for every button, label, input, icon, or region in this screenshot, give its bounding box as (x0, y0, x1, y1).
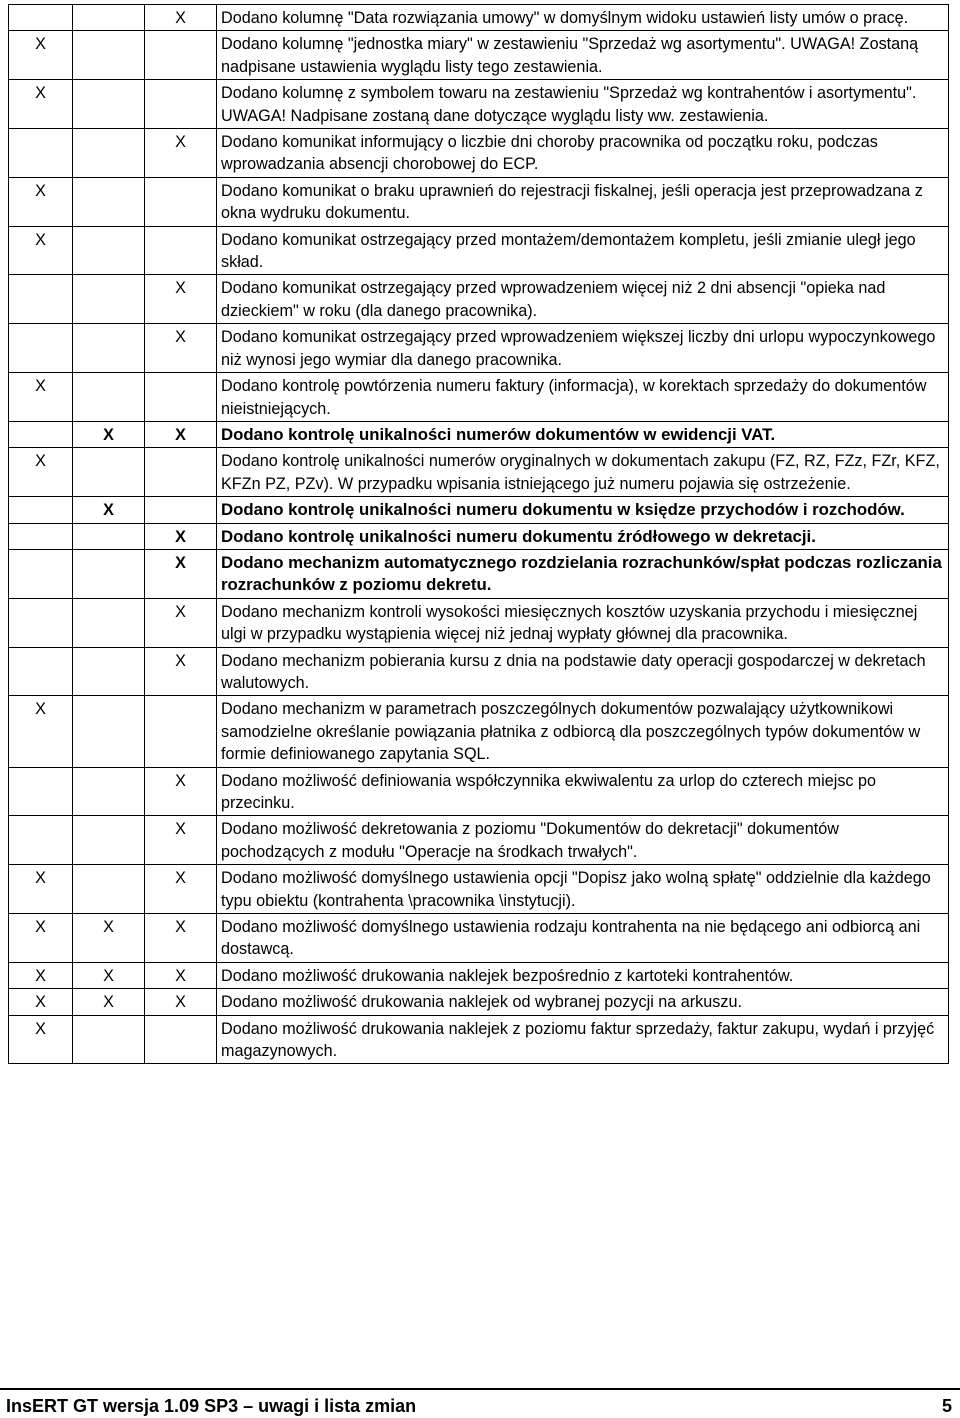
mark-cell-1: X (9, 962, 73, 988)
table-row (9, 1015, 949, 1064)
change-description: Dodano możliwość definiowania współczynnika ekwiwalentu za urlop do czterech miejsc po przecinku. (217, 767, 949, 816)
mark-cell-3: X (145, 647, 217, 696)
table-row (9, 816, 949, 865)
mark-cell-1 (9, 421, 73, 447)
mark-cell-2 (73, 448, 145, 497)
table-row (9, 373, 949, 422)
table-row (9, 865, 949, 914)
change-description: Dodano kolumnę z symbolem towaru na zestawieniu "Sprzedaż wg kontrahentów i asortymentu". UWAGA! Nadpisane zostaną dane dotyczące wyglądu listy ww. zestawienia. (217, 80, 949, 129)
changes-table (8, 4, 949, 1064)
mark-cell-2 (73, 696, 145, 767)
mark-cell-3: X (145, 816, 217, 865)
change-description: Dodano możliwość drukowania naklejek z poziomu faktur sprzedaży, faktur zakupu, wydań i przyjęć magazynowych. (217, 1015, 949, 1064)
mark-cell-1 (9, 129, 73, 178)
change-description: Dodano kontrolę unikalności numerów oryginalnych w dokumentach zakupu (FZ, RZ, FZz, FZr, KFZ, KFZn PZ, PZv). W przypadku wpisania istniejącego już numeru pojawia się ostrzeżenie. (217, 448, 949, 497)
mark-cell-3 (145, 177, 217, 226)
table-row (9, 275, 949, 324)
mark-cell-1: X (9, 989, 73, 1015)
mark-cell-2 (73, 373, 145, 422)
mark-cell-1: X (9, 226, 73, 275)
mark-cell-2 (73, 177, 145, 226)
mark-cell-1 (9, 324, 73, 373)
mark-cell-3: X (145, 421, 217, 447)
mark-cell-3 (145, 80, 217, 129)
change-description: Dodano komunikat ostrzegający przed wprowadzeniem więcej niż 2 dni absencji "opieka nad dzieckiem" w roku (dla danego pracownika). (217, 275, 949, 324)
table-row (9, 448, 949, 497)
change-description: Dodano kontrolę unikalności numerów dokumentów w ewidencji VAT. (217, 421, 949, 447)
mark-cell-3: X (145, 5, 217, 31)
table-row (9, 129, 949, 178)
change-description: Dodano możliwość domyślnego ustawienia rodzaju kontrahenta na nie będącego ani odbiorcą ani dostawcą. (217, 914, 949, 963)
table-row (9, 497, 949, 523)
mark-cell-3: X (145, 865, 217, 914)
mark-cell-3: X (145, 324, 217, 373)
table-row (9, 767, 949, 816)
mark-cell-2: X (73, 914, 145, 963)
mark-cell-1 (9, 598, 73, 647)
mark-cell-1: X (9, 914, 73, 963)
mark-cell-1: X (9, 80, 73, 129)
change-description: Dodano komunikat informujący o liczbie dni choroby pracownika od początku roku, podczas wprowadzania absencji chorobowej do ECP. (217, 129, 949, 178)
table-row (9, 647, 949, 696)
table-row (9, 696, 949, 767)
page-number: 5 (941, 1396, 952, 1416)
mark-cell-3 (145, 31, 217, 80)
mark-cell-1 (9, 497, 73, 523)
mark-cell-3: X (145, 275, 217, 324)
mark-cell-2 (73, 275, 145, 324)
mark-cell-3 (145, 497, 217, 523)
mark-cell-1 (9, 549, 73, 598)
change-description: Dodano możliwość drukowania naklejek od wybranej pozycji na arkuszu. (217, 989, 949, 1015)
change-description: Dodano mechanizm pobierania kursu z dnia na podstawie daty operacji gospodarczej w dekretach walutowych. (217, 647, 949, 696)
mark-cell-1 (9, 767, 73, 816)
mark-cell-1 (9, 275, 73, 324)
change-description: Dodano komunikat ostrzegający przed wprowadzeniem większej liczby dni urlopu wypoczynkowego niż wynosi jego wymiar dla danego pracownika. (217, 324, 949, 373)
mark-cell-2: X (73, 989, 145, 1015)
mark-cell-2: X (73, 421, 145, 447)
change-description: Dodano kontrolę unikalności numeru dokumentu źródłowego w dekretacji. (217, 523, 949, 549)
change-description: Dodano komunikat ostrzegający przed montażem/demontażem kompletu, jeśli zmianie uległ jego skład. (217, 226, 949, 275)
table-row (9, 31, 949, 80)
mark-cell-2 (73, 549, 145, 598)
change-description: Dodano możliwość drukowania naklejek bezpośrednio z kartoteki kontrahentów. (217, 962, 949, 988)
mark-cell-3: X (145, 962, 217, 988)
table-row (9, 989, 949, 1015)
change-description: Dodano kontrolę unikalności numeru dokumentu w księdze przychodów i rozchodów. (217, 497, 949, 523)
table-row (9, 421, 949, 447)
mark-cell-1: X (9, 177, 73, 226)
mark-cell-2 (73, 5, 145, 31)
mark-cell-3: X (145, 129, 217, 178)
mark-cell-3: X (145, 914, 217, 963)
table-row (9, 5, 949, 31)
mark-cell-2 (73, 31, 145, 80)
mark-cell-3: X (145, 549, 217, 598)
table-row (9, 914, 949, 963)
changes-table-body (9, 5, 949, 1064)
mark-cell-1 (9, 816, 73, 865)
table-row (9, 324, 949, 373)
mark-cell-1: X (9, 1015, 73, 1064)
mark-cell-3 (145, 1015, 217, 1064)
mark-cell-2: X (73, 497, 145, 523)
change-description: Dodano możliwość domyślnego ustawienia opcji "Dopisz jako wolną spłatę" oddzielnie dla każdego typu obiektu (kontrahenta \pracownika \instytucji). (217, 865, 949, 914)
change-description: Dodano możliwość dekretowania z poziomu "Dokumentów do dekretacji" dokumentów pochodzących z modułu "Operacje na środkach trwałych". (217, 816, 949, 865)
mark-cell-2 (73, 865, 145, 914)
mark-cell-2 (73, 1015, 145, 1064)
change-description: Dodano mechanizm automatycznego rozdzielania rozrachunków/spłat podczas rozliczania rozrachunków z poziomu dekretu. (217, 549, 949, 598)
mark-cell-1 (9, 523, 73, 549)
change-description: Dodano kontrolę powtórzenia numeru faktury (informacja), w korektach sprzedaży do dokumentów nieistniejących. (217, 373, 949, 422)
table-row (9, 226, 949, 275)
mark-cell-3 (145, 448, 217, 497)
table-row (9, 549, 949, 598)
mark-cell-2 (73, 129, 145, 178)
mark-cell-2 (73, 767, 145, 816)
mark-cell-2 (73, 816, 145, 865)
footer-divider (0, 1388, 960, 1390)
mark-cell-2 (73, 598, 145, 647)
mark-cell-2: X (73, 962, 145, 988)
change-description: Dodano komunikat o braku uprawnień do rejestracji fiskalnej, jeśli operacja jest przeprowadzana z okna wydruku dokumentu. (217, 177, 949, 226)
mark-cell-1 (9, 5, 73, 31)
mark-cell-1: X (9, 696, 73, 767)
mark-cell-2 (73, 523, 145, 549)
mark-cell-3 (145, 226, 217, 275)
change-description: Dodano mechanizm w parametrach poszczególnych dokumentów pozwalający użytkownikowi samodzielne określanie powiązania płatnika z odbiorcą dla poszczególnych typów dokumentów w formie definiowanego zapytania SQL. (217, 696, 949, 767)
table-row (9, 80, 949, 129)
change-description: Dodano mechanizm kontroli wysokości miesięcznych kosztów uzyskania przychodu i miesięcznej ulgi w przypadku wystąpienia więcej niż jednaj wypłaty głównej dla pracownika. (217, 598, 949, 647)
mark-cell-3: X (145, 598, 217, 647)
change-description: Dodano kolumnę "jednostka miary" w zestawieniu "Sprzedaż wg asortymentu". UWAGA! Zostaną nadpisane ustawienia wyglądu listy tego zestawienia. (217, 31, 949, 80)
mark-cell-2 (73, 80, 145, 129)
mark-cell-1: X (9, 31, 73, 80)
mark-cell-2 (73, 226, 145, 275)
mark-cell-3: X (145, 767, 217, 816)
mark-cell-2 (73, 324, 145, 373)
mark-cell-2 (73, 647, 145, 696)
table-row (9, 962, 949, 988)
mark-cell-1: X (9, 448, 73, 497)
table-row (9, 523, 949, 549)
mark-cell-3: X (145, 523, 217, 549)
footer-title: InsERT GT wersja 1.09 SP3 – uwagi i lista zmian (6, 1396, 417, 1416)
table-row (9, 177, 949, 226)
mark-cell-3: X (145, 989, 217, 1015)
change-description: Dodano kolumnę "Data rozwiązania umowy" w domyślnym widoku ustawień listy umów o pracę. (217, 5, 949, 31)
mark-cell-1: X (9, 373, 73, 422)
mark-cell-1: X (9, 865, 73, 914)
mark-cell-1 (9, 647, 73, 696)
mark-cell-3 (145, 373, 217, 422)
mark-cell-3 (145, 696, 217, 767)
table-row (9, 598, 949, 647)
